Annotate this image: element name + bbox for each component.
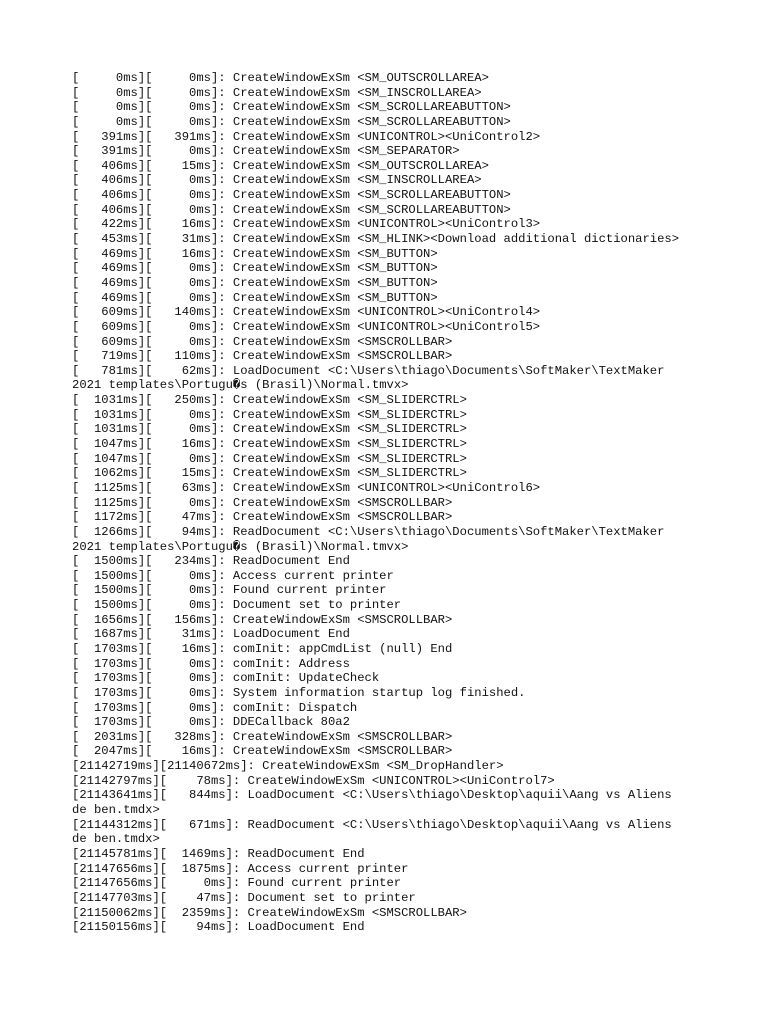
log-line: [ 406ms][ 0ms]: CreateWindowExSm <SM_INSCROLLAREA> (72, 173, 482, 188)
log-line: [21147656ms][ 0ms]: Found current printer (72, 876, 402, 891)
log-line: [ 453ms][ 31ms]: CreateWindowExSm <SM_HLINK><Download additional dictionaries> (72, 232, 680, 247)
log-line: [ 609ms][ 140ms]: CreateWindowExSm <UNICONTROL><UniControl4> (72, 305, 541, 320)
log-line: [21147656ms][ 1875ms]: Access current printer (72, 861, 409, 876)
log-line: [ 609ms][ 0ms]: CreateWindowExSm <UNICONTROL><UniControl5> (72, 319, 541, 334)
log-line: [ 1656ms][ 156ms]: CreateWindowExSm <SMSCROLLBAR> (72, 612, 453, 627)
log-line: [ 1500ms][ 234ms]: ReadDocument End (72, 554, 350, 569)
log-line: [ 1125ms][ 63ms]: CreateWindowExSm <UNICONTROL><UniControl6> (72, 480, 541, 495)
log-line: [ 391ms][ 391ms]: CreateWindowExSm <UNICONTROL><UniControl2> (72, 129, 541, 144)
log-line: [ 1500ms][ 0ms]: Found current printer (72, 583, 387, 598)
log-line: [21144312ms][ 671ms]: ReadDocument <C:\Users\thiago\Desktop\aquii\Aang vs Aliens (72, 817, 672, 832)
log-line: [ 1031ms][ 250ms]: CreateWindowExSm <SM_SLIDERCTRL> (72, 393, 467, 408)
log-line: 2021 templates\Portugu�s (Brasil)\Normal.tmvx> (72, 378, 409, 393)
log-line: [ 1047ms][ 16ms]: CreateWindowExSm <SM_SLIDERCTRL> (72, 437, 467, 452)
log-line: [21143641ms][ 844ms]: LoadDocument <C:\Users\thiago\Desktop\aquii\Aang vs Aliens (72, 788, 672, 803)
log-line: [ 1031ms][ 0ms]: CreateWindowExSm <SM_SLIDERCTRL> (72, 422, 467, 437)
log-line: 2021 templates\Portugu�s (Brasil)\Normal.tmvx> (72, 539, 409, 554)
log-line: [ 406ms][ 15ms]: CreateWindowExSm <SM_OUTSCROLLAREA> (72, 158, 489, 173)
log-line: [ 1703ms][ 0ms]: comInit: Dispatch (72, 700, 358, 715)
log-line: [ 0ms][ 0ms]: CreateWindowExSm <SM_SCROLLAREABUTTON> (72, 114, 511, 129)
log-line: [ 1047ms][ 0ms]: CreateWindowExSm <SM_SLIDERCTRL> (72, 451, 467, 466)
log-line: [ 1500ms][ 0ms]: Document set to printer (72, 598, 402, 613)
log-line: [ 1703ms][ 0ms]: DDECallback 80a2 (72, 715, 350, 730)
log-line: [21147703ms][ 47ms]: Document set to printer (72, 890, 416, 905)
log-line: [ 1703ms][ 0ms]: System information startup log finished. (72, 685, 526, 700)
log-line: [ 0ms][ 0ms]: CreateWindowExSm <SM_OUTSCROLLAREA> (72, 71, 489, 85)
log-line: [ 2031ms][ 328ms]: CreateWindowExSm <SMSCROLLBAR> (72, 729, 453, 744)
log-line: [ 1172ms][ 47ms]: CreateWindowExSm <SMSCROLLBAR> (72, 510, 453, 525)
log-line: [ 469ms][ 0ms]: CreateWindowExSm <SM_BUTTON> (72, 290, 438, 305)
log-line: [ 0ms][ 0ms]: CreateWindowExSm <SM_SCROLLAREABUTTON> (72, 100, 511, 115)
log-line: [21145781ms][ 1469ms]: ReadDocument End (72, 846, 365, 861)
log-line: [ 781ms][ 62ms]: LoadDocument <C:\Users\thiago\Documents\SoftMaker\TextMaker (72, 363, 665, 378)
log-line: [ 1031ms][ 0ms]: CreateWindowExSm <SM_SLIDERCTRL> (72, 407, 467, 422)
log-line: [21142719ms][21140672ms]: CreateWindowExSm <SM_DropHandler> (72, 759, 504, 774)
log-line: [ 1125ms][ 0ms]: CreateWindowExSm <SMSCROLLBAR> (72, 495, 453, 510)
log-line: [ 406ms][ 0ms]: CreateWindowExSm <SM_SCROLLAREABUTTON> (72, 202, 511, 217)
log-line: [21150062ms][ 2359ms]: CreateWindowExSm <SMSCROLLBAR> (72, 905, 467, 920)
log-line: [ 1703ms][ 0ms]: comInit: UpdateCheck (72, 671, 380, 686)
log-line: [ 1703ms][ 16ms]: comInit: appCmdList (null) End (72, 641, 453, 656)
log-line: [ 2047ms][ 16ms]: CreateWindowExSm <SMSCROLLBAR> (72, 744, 453, 759)
log-line: [ 469ms][ 16ms]: CreateWindowExSm <SM_BUTTON> (72, 246, 438, 261)
log-document (72, 71, 762, 935)
log-line: [ 719ms][ 110ms]: CreateWindowExSm <SMSCROLLBAR> (72, 349, 453, 364)
log-line: [ 0ms][ 0ms]: CreateWindowExSm <SM_INSCROLLAREA> (72, 85, 482, 100)
log-line: [ 1500ms][ 0ms]: Access current printer (72, 568, 394, 583)
log-line: [ 469ms][ 0ms]: CreateWindowExSm <SM_BUTTON> (72, 275, 438, 290)
log-line: [ 1266ms][ 94ms]: ReadDocument <C:\Users\thiago\Documents\SoftMaker\TextMaker (72, 524, 665, 539)
log-line: [ 406ms][ 0ms]: CreateWindowExSm <SM_SCROLLAREABUTTON> (72, 188, 511, 203)
log-line: de ben.tmdx> (72, 832, 160, 847)
log-line: [ 469ms][ 0ms]: CreateWindowExSm <SM_BUTTON> (72, 261, 438, 276)
log-line: [ 391ms][ 0ms]: CreateWindowExSm <SM_SEPARATOR> (72, 144, 460, 159)
log-line: [21142797ms][ 78ms]: CreateWindowExSm <UNICONTROL><UniControl7> (72, 773, 555, 788)
log-line: de ben.tmdx> (72, 803, 160, 818)
log-line: [21150156ms][ 94ms]: LoadDocument End (72, 920, 365, 935)
log-line: [ 1703ms][ 0ms]: comInit: Address (72, 656, 350, 671)
log-line: [ 1687ms][ 31ms]: LoadDocument End (72, 627, 350, 642)
log-line: [ 609ms][ 0ms]: CreateWindowExSm <SMSCROLLBAR> (72, 334, 453, 349)
log-line: [ 1062ms][ 15ms]: CreateWindowExSm <SM_SLIDERCTRL> (72, 466, 467, 481)
log-line: [ 422ms][ 16ms]: CreateWindowExSm <UNICONTROL><UniControl3> (72, 217, 541, 232)
